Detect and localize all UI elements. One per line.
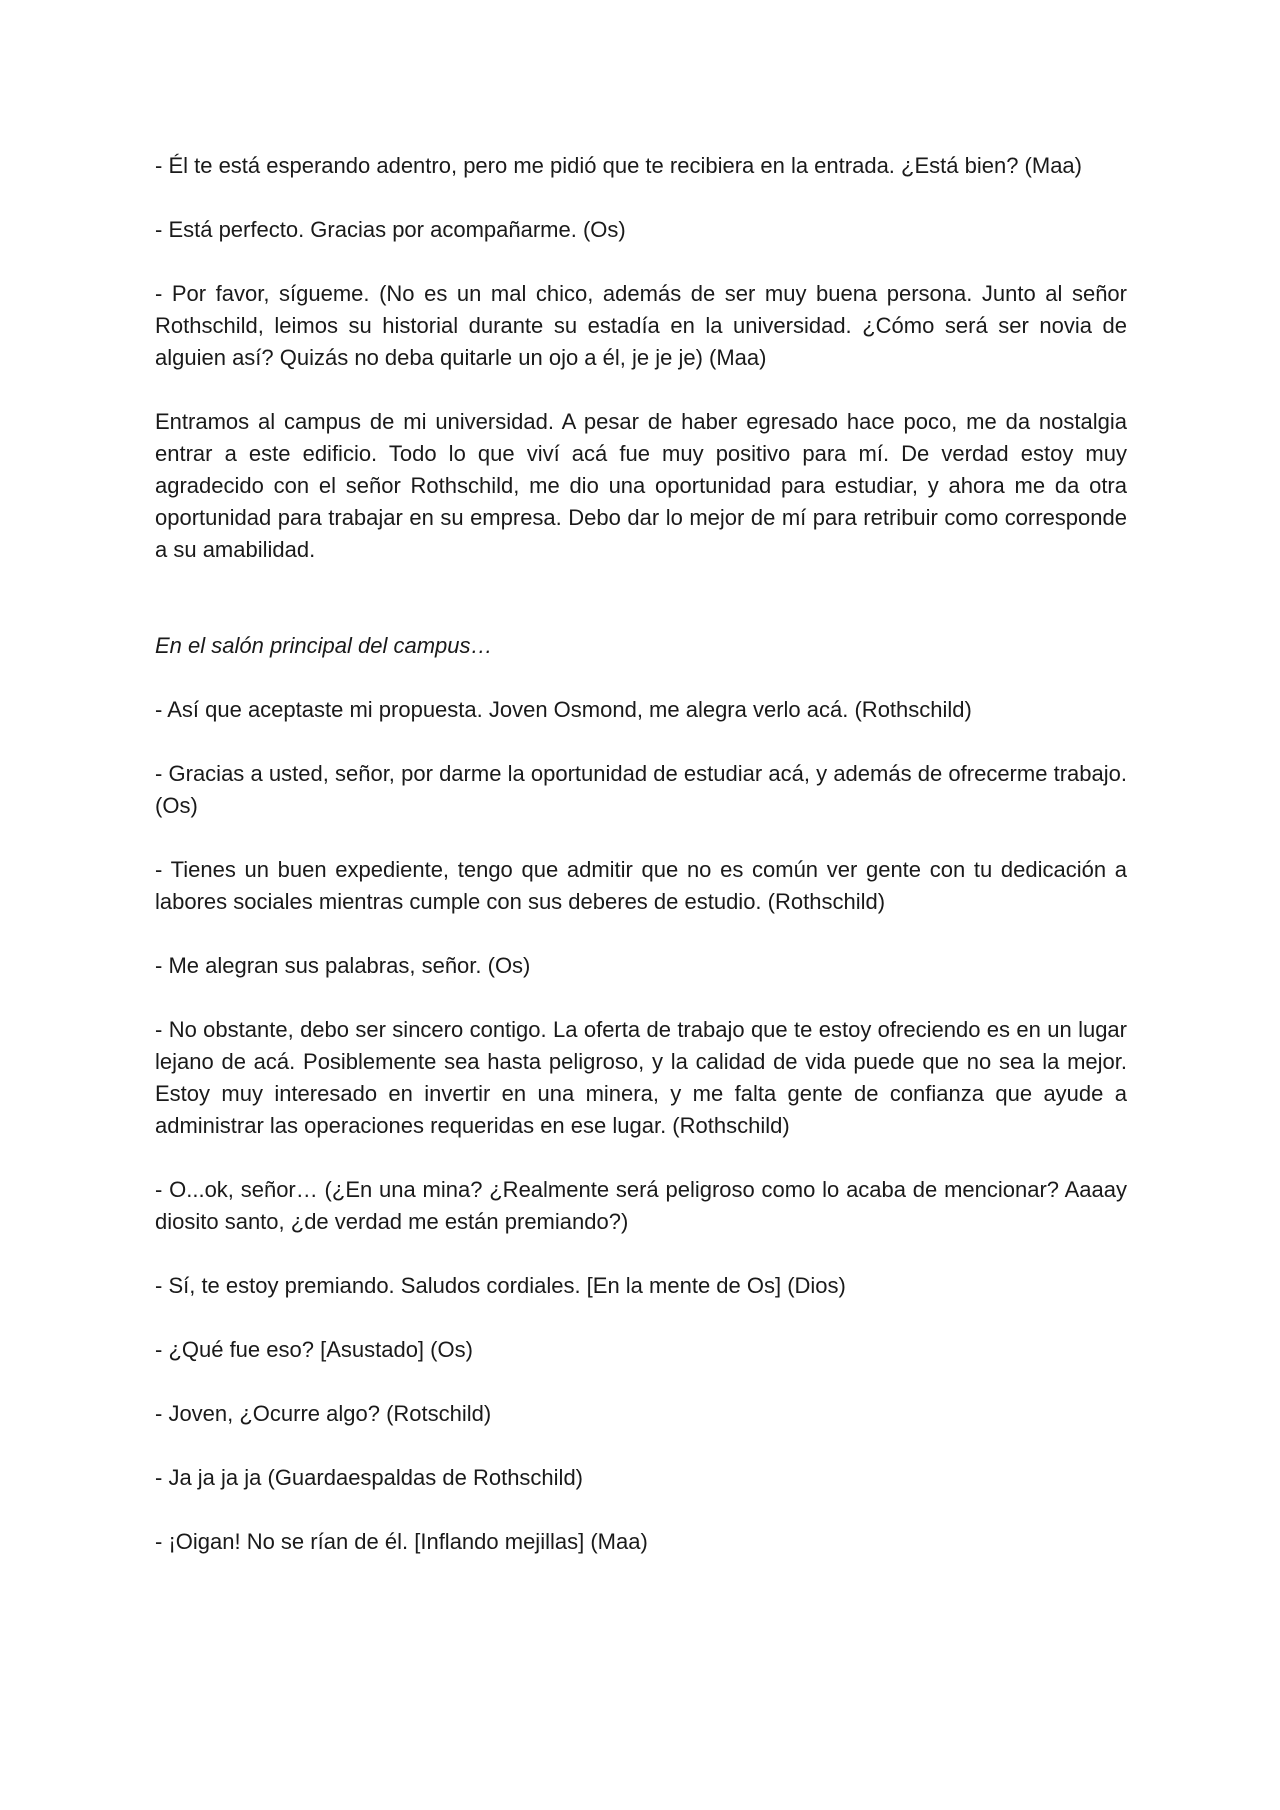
document-body: [155, 150, 1127, 1590]
paragraph: - Él te está esperando adentro, pero me pidió que te recibiera en la entrada. ¿Está bien? (Maa): [155, 153, 1082, 178]
paragraph: - ¿Qué fue eso? [Asustado] (Os): [155, 1337, 473, 1362]
paragraph: - Ja ja ja ja (Guardaespaldas de Rothschild): [155, 1465, 584, 1490]
paragraph: - Sí, te estoy premiando. Saludos cordiales. [En la mente de Os] (Dios): [155, 1273, 846, 1298]
paragraph: - No obstante, debo ser sincero contigo. La oferta de trabajo que te estoy ofreciendo es en un lugar lejano de acá. Posiblemente sea hasta peligroso, y la calidad de vida puede que no sea la mejor. Estoy muy interesado en invertir en una minera, y me falta gente de confianza que ayude a administrar las operaciones requeridas en ese lugar. (Rothschild): [155, 1017, 1127, 1138]
scene-heading: En el salón principal del campus…: [155, 633, 493, 658]
blank-line: [155, 598, 1127, 630]
paragraph: - ¡Oigan! No se rían de él. [Inflando mejillas] (Maa): [155, 1529, 648, 1554]
paragraph: - Está perfecto. Gracias por acompañarme. (Os): [155, 217, 626, 242]
paragraph: - Tienes un buen expediente, tengo que admitir que no es común ver gente con tu dedicación a labores sociales mientras cumple con sus deberes de estudio. (Rothschild): [155, 857, 1127, 914]
paragraph: - O...ok, señor… (¿En una mina? ¿Realmente será peligroso como lo acaba de mencionar? Aaaay diosito santo, ¿de verdad me están premiando?): [155, 1177, 1127, 1234]
paragraph: - Por favor, sígueme. (No es un mal chico, además de ser muy buena persona. Junto al señor Rothschild, leimos su historial durante su estadía en la universidad. ¿Cómo será ser novia de alguien así? Quizás no deba quitarle un ojo a él, je je je) (Maa): [155, 281, 1127, 370]
paragraph: - Así que aceptaste mi propuesta. Joven Osmond, me alegra verlo acá. (Rothschild): [155, 697, 972, 722]
paragraph: - Joven, ¿Ocurre algo? (Rotschild): [155, 1401, 492, 1426]
paragraph: Entramos al campus de mi universidad. A pesar de haber egresado hace poco, me da nostalgia entrar a este edificio. Todo lo que viví acá fue muy positivo para mí. De verdad estoy muy agradecido con el señor Rothschild, me dio una oportunidad para estudiar, y ahora me da otra oportunidad para trabajar en su empresa. Debo dar lo mejor de mí para retribuir como corresponde a su amabilidad.: [155, 409, 1127, 562]
paragraph: - Gracias a usted, señor, por darme la oportunidad de estudiar acá, y además de ofrecerme trabajo. (Os): [155, 761, 1127, 818]
paragraph: - Me alegran sus palabras, señor. (Os): [155, 953, 531, 978]
